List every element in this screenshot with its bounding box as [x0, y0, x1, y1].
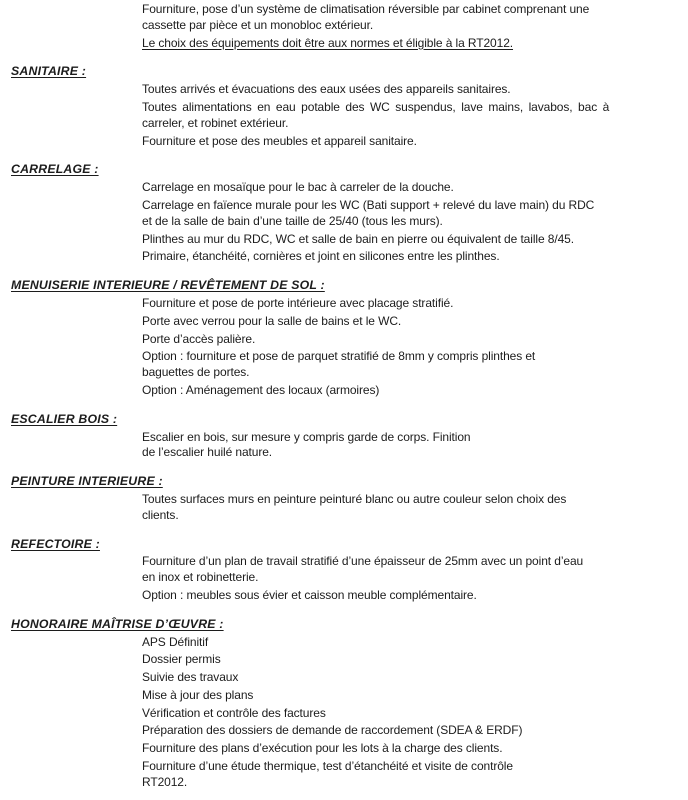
paragraph	[142, 36, 672, 52]
text-line: Plinthes au mur du RDC, WC et salle de bain en pierre ou équivalent de taille 8/45.	[142, 231, 574, 246]
text-line: de l’escalier huilé nature.	[142, 445, 273, 460]
text-line: Préparation des dossiers de demande de raccordement (SDEA & ERDF)	[142, 723, 523, 738]
paragraph	[142, 670, 672, 686]
text-line: Option : meubles sous évier et caisson meuble complémentaire.	[142, 587, 477, 602]
text-line: Fourniture d’un plan de travail stratifié d’une épaisseur de 25mm avec un point d’eau	[142, 554, 584, 569]
text-line: Fourniture des plans d’exécution pour les lots à la charge des clients.	[142, 741, 503, 756]
text-line: baguettes de portes.	[142, 365, 250, 380]
paragraph	[142, 2, 672, 34]
text-line: Porte d’accès palière.	[142, 331, 256, 346]
paragraph	[142, 741, 672, 757]
paragraph	[142, 652, 672, 668]
text-line-underlined: Le choix des équipements doit être aux normes et éligible à la RT2012.	[142, 35, 514, 50]
paragraph	[142, 100, 672, 132]
text-line: Mise à jour des plans	[142, 687, 254, 702]
paragraph	[142, 688, 672, 704]
section-heading-refectoire: REFECTOIRE :	[11, 536, 100, 551]
text-line: Dossier permis	[142, 652, 221, 667]
paragraph	[142, 588, 672, 604]
text-line: Toutes alimentations en eau potable des WC suspendus, lave mains, lavabos, bac à	[142, 99, 610, 114]
paragraph	[142, 82, 672, 98]
paragraph	[142, 332, 672, 348]
text-line: Fourniture d’une étude thermique, test d’étanchéité et visite de contrôle	[142, 759, 513, 774]
text-line: Carrelage en faïence murale pour les WC (Bati support + relevé du lave main) du RDC	[142, 197, 595, 212]
paragraph	[142, 492, 672, 524]
paragraph	[142, 430, 672, 462]
text-line: carreler, et robinet extérieur.	[142, 115, 289, 130]
text-line: Carrelage en mosaïque pour le bac à carreler de la douche.	[142, 180, 454, 195]
section-heading-escalier-bois: ESCALIER BOIS :	[11, 411, 118, 426]
section-heading-sanitaire: SANITAIRE :	[11, 64, 87, 79]
text-line: Fourniture et pose des meubles et appareil sanitaire.	[142, 133, 417, 148]
text-line: Toutes surfaces murs en peinture peinturé blanc ou autre couleur selon choix des	[142, 491, 567, 506]
paragraph	[142, 296, 672, 312]
text-line: Fourniture et pose de porte intérieure avec placage stratifié.	[142, 295, 454, 310]
text-line: Suivie des travaux	[142, 670, 239, 685]
text-line: Vérification et contrôle des factures	[142, 705, 326, 720]
paragraph	[142, 383, 672, 399]
paragraph	[142, 635, 672, 651]
text-line: APS Définitif	[142, 634, 209, 649]
text-line: Option : Aménagement des locaux (armoires)	[142, 382, 380, 397]
paragraph	[142, 232, 672, 248]
paragraph	[142, 554, 672, 586]
paragraph	[142, 314, 672, 330]
section-heading-honoraire: HONORAIRE MAÎTRISE D’ŒUVRE :	[11, 616, 224, 631]
paragraph	[142, 759, 672, 791]
paragraph	[142, 706, 672, 722]
text-line: Option : fourniture et pose de parquet stratifié de 8mm y compris plinthes et	[142, 349, 536, 364]
text-line: Fourniture, pose d’un système de climatisation réversible par cabinet comprenant une	[142, 2, 590, 16]
text-line: Escalier en bois, sur mesure y compris garde de corps. Finition	[142, 429, 471, 444]
paragraph	[142, 198, 672, 230]
paragraph	[142, 180, 672, 196]
section-heading-menuiserie: MENUISERIE INTERIEURE / REVÊTEMENT DE SOL :	[11, 278, 325, 293]
text-line: Primaire, étanchéité, cornières et joint en silicones entre les plinthes.	[142, 249, 500, 264]
text-line: et de la salle de bain d’une taille de 25/40 (tous les murs).	[142, 213, 443, 228]
paragraph	[142, 134, 672, 150]
text-line: Porte avec verrou pour la salle de bains et le WC.	[142, 313, 402, 328]
paragraph	[142, 723, 672, 739]
text-line: en inox et robinetterie.	[142, 570, 259, 585]
text-line: clients.	[142, 507, 179, 522]
section-heading-peinture: PEINTURE INTERIEURE :	[11, 474, 163, 489]
text-line: RT2012.	[142, 774, 188, 789]
section-heading-carrelage: CARRELAGE :	[11, 162, 99, 177]
paragraph	[142, 249, 672, 265]
paragraph	[142, 349, 672, 381]
text-line: Toutes arrivés et évacuations des eaux usées des appareils sanitaires.	[142, 82, 511, 97]
text-line: cassette par pièce et un monobloc extérieur.	[142, 17, 374, 32]
